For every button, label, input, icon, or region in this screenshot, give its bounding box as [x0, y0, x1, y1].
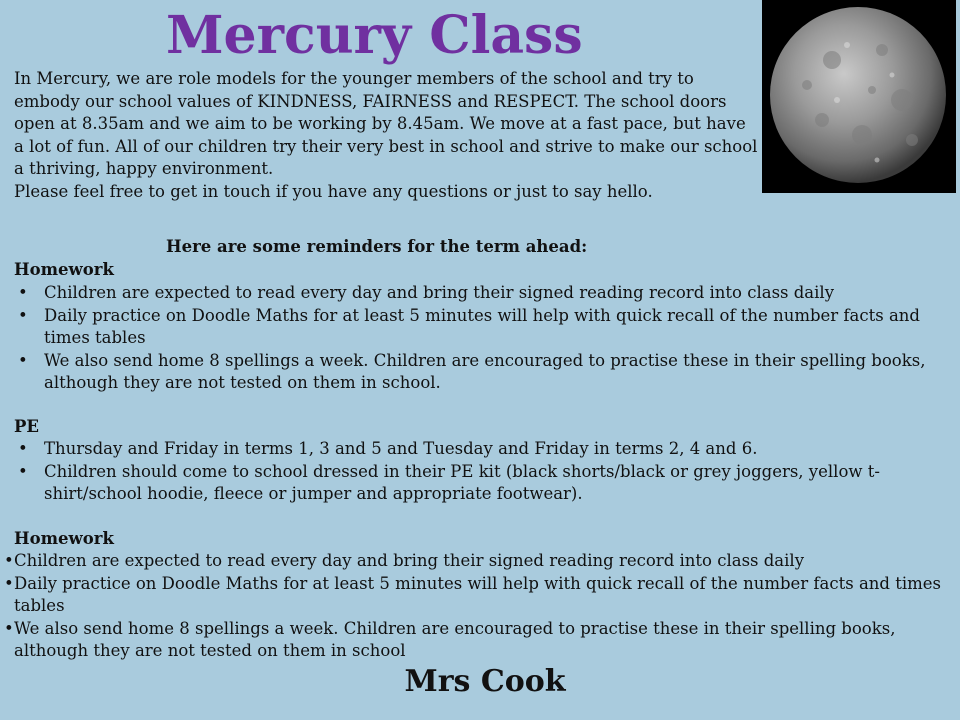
- list-item: • Children are expected to read every day and bring their signed reading record into class daily: [14, 282, 958, 305]
- list-item: • Daily practice on Doodle Maths for at least 5 minutes will help with quick recall of the number facts and times tables: [4, 573, 954, 618]
- section-heading-homework: Homework: [14, 260, 114, 279]
- list-item: • We also send home 8 spellings a week. Children are encouraged to practise these in their spelling books, although they are not tested on them in school.: [14, 350, 958, 395]
- pe-list: [14, 438, 958, 506]
- teacher-signoff: Mrs Cook: [404, 664, 566, 699]
- list-item: • Thursday and Friday in terms 1, 3 and 5 and Tuesday and Friday in terms 2, 4 and 6.: [14, 438, 958, 461]
- list-item: • Daily practice on Doodle Maths for at least 5 minutes will help with quick recall of the number facts and times tables: [14, 305, 958, 350]
- homework-list: [14, 282, 958, 395]
- contact-note: Please feel free to get in touch if you have any questions or just to say hello.: [14, 181, 653, 201]
- list-item: • Children should come to school dressed in their PE kit (black shorts/black or grey joggers, yellow t-shirt/school hoodie, fleece or jumper and appropriate footwear).: [14, 461, 958, 506]
- intro-text: [14, 68, 759, 203]
- section-heading-homework-repeat: Homework: [14, 529, 114, 548]
- page-title: Mercury Class: [166, 5, 583, 66]
- homework-list-repeat: [4, 550, 954, 663]
- list-item: • We also send home 8 spellings a week. Children are encouraged to practise these in their spelling books, although they are not tested on them in school: [4, 618, 954, 663]
- list-item: • Children are expected to read every day and bring their signed reading record into class daily: [4, 550, 954, 573]
- section-heading-pe: PE: [14, 417, 39, 436]
- intro-paragraph: In Mercury, we are role models for the younger members of the school and try to embody our school values of KINDNESS, FAIRNESS and RESPECT. The school doors open at 8.35am and we aim to be working by 8.45am. We move at a fast pace, but have a lot of fun. All of our children try their very best in school and strive to make our school a thriving, happy environment.: [14, 69, 758, 178]
- mercury-planet-image: [762, 0, 956, 193]
- reminders-heading: Here are some reminders for the term ahead:: [166, 237, 588, 256]
- planet-illustration: [762, 0, 956, 193]
